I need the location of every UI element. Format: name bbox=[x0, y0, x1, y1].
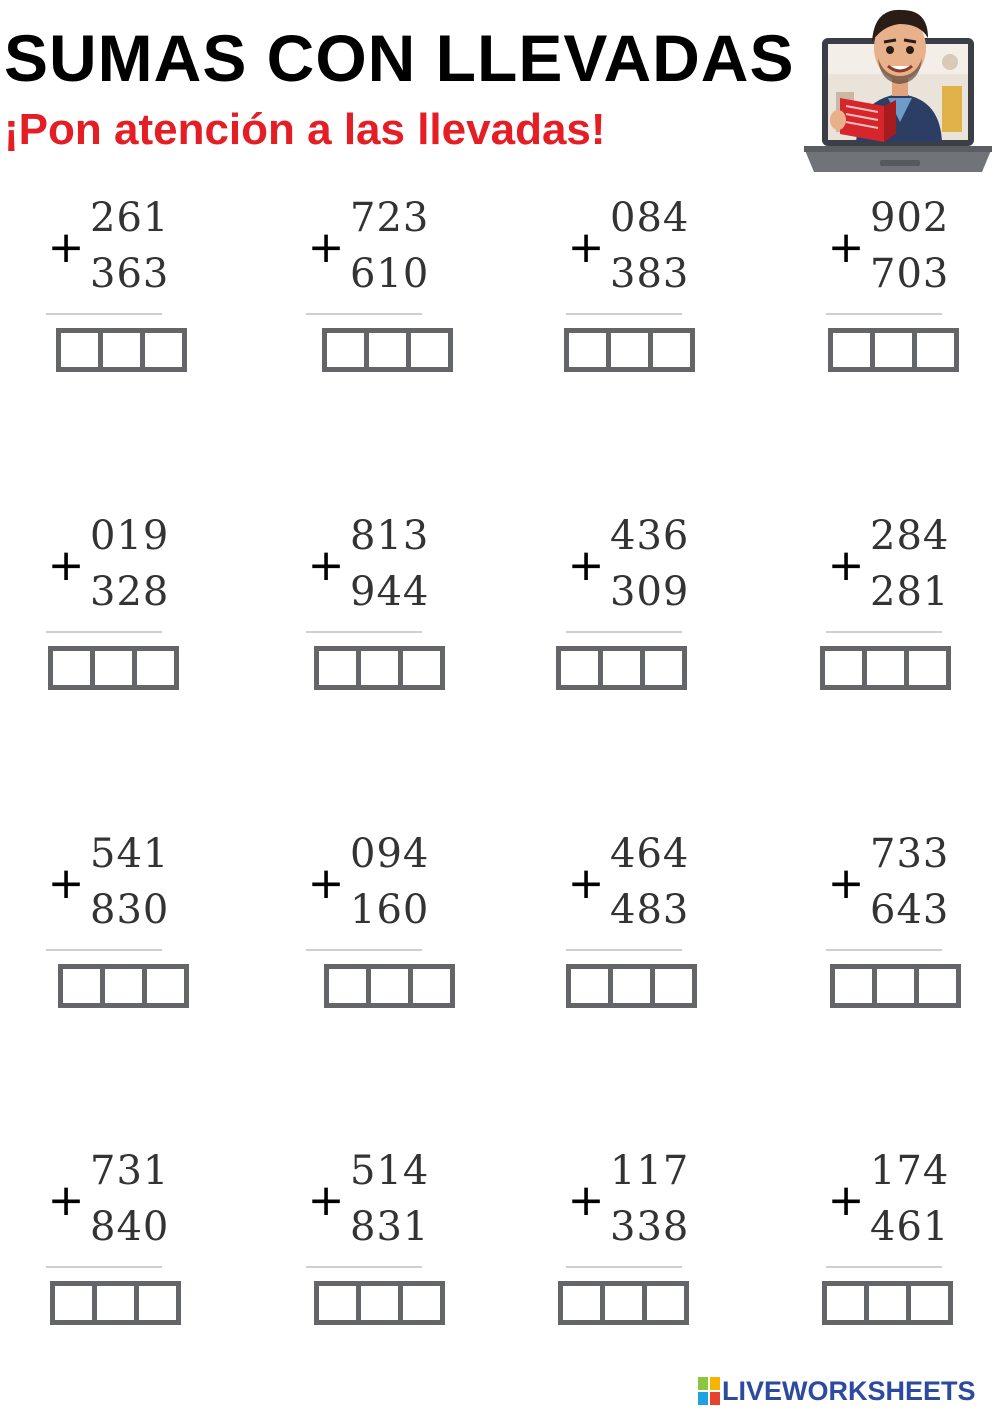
sum-rule bbox=[306, 949, 422, 951]
addend-bottom: 830 bbox=[90, 887, 170, 933]
plus-sign: + bbox=[47, 540, 85, 591]
addend-top: 514 bbox=[350, 1148, 430, 1194]
answer-digit-box[interactable] bbox=[145, 333, 182, 367]
answer-digit-box[interactable] bbox=[603, 651, 645, 685]
answer-boxes bbox=[314, 646, 445, 690]
sum-rule bbox=[46, 949, 162, 951]
answer-digit-box[interactable] bbox=[571, 969, 613, 1003]
answer-digit-box[interactable] bbox=[909, 651, 946, 685]
answer-digit-box[interactable] bbox=[147, 969, 184, 1003]
plus-sign: + bbox=[567, 222, 605, 273]
brand-wordmark: LIVEWORKSHEETS bbox=[722, 1376, 976, 1406]
addition-problem bbox=[566, 831, 746, 1016]
plus-sign: + bbox=[827, 222, 865, 273]
addend-top: 084 bbox=[610, 195, 690, 241]
sum-rule bbox=[566, 1266, 682, 1268]
answer-digit-box[interactable] bbox=[55, 1286, 97, 1320]
addition-problem bbox=[46, 195, 226, 380]
answer-digit-box[interactable] bbox=[561, 651, 603, 685]
addition-problem bbox=[46, 1148, 226, 1333]
answer-boxes bbox=[822, 1281, 953, 1325]
answer-digit-box[interactable] bbox=[833, 333, 875, 367]
answer-digit-box[interactable] bbox=[139, 1286, 176, 1320]
addend-bottom: 703 bbox=[870, 251, 950, 297]
addition-problem bbox=[566, 513, 746, 698]
addend-top: 464 bbox=[610, 831, 690, 877]
addend-top: 261 bbox=[90, 195, 170, 241]
plus-sign: + bbox=[307, 540, 345, 591]
sum-rule bbox=[46, 313, 162, 315]
answer-digit-box[interactable] bbox=[369, 333, 411, 367]
answer-digit-box[interactable] bbox=[371, 969, 413, 1003]
addition-problem bbox=[46, 513, 226, 698]
answer-boxes bbox=[566, 964, 697, 1008]
answer-digit-box[interactable] bbox=[613, 969, 655, 1003]
answer-digit-box[interactable] bbox=[569, 333, 611, 367]
addition-problem bbox=[46, 831, 226, 1016]
answer-digit-box[interactable] bbox=[655, 969, 692, 1003]
answer-digit-box[interactable] bbox=[403, 651, 440, 685]
sum-rule bbox=[46, 1266, 162, 1268]
addend-top: 174 bbox=[870, 1148, 950, 1194]
answer-boxes bbox=[322, 328, 453, 372]
addend-bottom: 383 bbox=[610, 251, 690, 297]
answer-boxes bbox=[48, 646, 179, 690]
addition-problem bbox=[306, 1148, 486, 1333]
addition-problem bbox=[826, 195, 1000, 380]
plus-sign: + bbox=[47, 1175, 85, 1226]
plus-sign: + bbox=[567, 1175, 605, 1226]
answer-boxes bbox=[820, 646, 951, 690]
answer-digit-box[interactable] bbox=[319, 651, 361, 685]
sum-rule bbox=[826, 313, 942, 315]
answer-digit-box[interactable] bbox=[867, 651, 909, 685]
addend-top: 436 bbox=[610, 513, 690, 559]
answer-digit-box[interactable] bbox=[825, 651, 867, 685]
answer-boxes bbox=[830, 964, 961, 1008]
answer-digit-box[interactable] bbox=[835, 969, 877, 1003]
addend-bottom: 831 bbox=[350, 1204, 430, 1250]
addend-top: 117 bbox=[610, 1148, 690, 1194]
answer-digit-box[interactable] bbox=[605, 1286, 647, 1320]
answer-boxes bbox=[324, 964, 455, 1008]
addend-bottom: 643 bbox=[870, 887, 950, 933]
answer-boxes bbox=[58, 964, 189, 1008]
addition-problem bbox=[566, 1148, 746, 1333]
answer-digit-box[interactable] bbox=[403, 1286, 440, 1320]
addend-top: 541 bbox=[90, 831, 170, 877]
answer-digit-box[interactable] bbox=[911, 1286, 948, 1320]
addend-top: 723 bbox=[350, 195, 430, 241]
plus-sign: + bbox=[567, 540, 605, 591]
answer-digit-box[interactable] bbox=[875, 333, 917, 367]
plus-sign: + bbox=[307, 858, 345, 909]
plus-sign: + bbox=[47, 858, 85, 909]
answer-digit-box[interactable] bbox=[53, 651, 95, 685]
addition-problem bbox=[826, 831, 1000, 1016]
answer-digit-box[interactable] bbox=[919, 969, 956, 1003]
answer-boxes bbox=[556, 646, 687, 690]
addend-top: 733 bbox=[870, 831, 950, 877]
sum-rule bbox=[46, 631, 162, 633]
answer-digit-box[interactable] bbox=[361, 651, 403, 685]
brand-footer bbox=[698, 1375, 976, 1407]
sum-rule bbox=[826, 1266, 942, 1268]
answer-digit-box[interactable] bbox=[611, 333, 653, 367]
addend-bottom: 944 bbox=[350, 569, 430, 615]
answer-digit-box[interactable] bbox=[137, 651, 174, 685]
answer-digit-box[interactable] bbox=[361, 1286, 403, 1320]
answer-digit-box[interactable] bbox=[413, 969, 450, 1003]
answer-boxes bbox=[828, 328, 959, 372]
answer-boxes bbox=[314, 1281, 445, 1325]
answer-digit-box[interactable] bbox=[319, 1286, 361, 1320]
addend-bottom: 281 bbox=[870, 569, 950, 615]
addend-bottom: 840 bbox=[90, 1204, 170, 1250]
answer-digit-box[interactable] bbox=[327, 333, 369, 367]
addend-bottom: 363 bbox=[90, 251, 170, 297]
addend-bottom: 483 bbox=[610, 887, 690, 933]
answer-digit-box[interactable] bbox=[95, 651, 137, 685]
addition-problem bbox=[826, 513, 1000, 698]
answer-boxes bbox=[564, 328, 695, 372]
answer-digit-box[interactable] bbox=[105, 969, 147, 1003]
answer-digit-box[interactable] bbox=[877, 969, 919, 1003]
addend-bottom: 160 bbox=[350, 887, 430, 933]
sum-rule bbox=[826, 949, 942, 951]
addend-bottom: 338 bbox=[610, 1204, 690, 1250]
plus-sign: + bbox=[567, 858, 605, 909]
plus-sign: + bbox=[47, 222, 85, 273]
plus-sign: + bbox=[307, 1175, 345, 1226]
addend-bottom: 309 bbox=[610, 569, 690, 615]
plus-sign: + bbox=[827, 858, 865, 909]
answer-digit-box[interactable] bbox=[645, 651, 682, 685]
addend-top: 902 bbox=[870, 195, 950, 241]
answer-boxes bbox=[56, 328, 187, 372]
answer-digit-box[interactable] bbox=[647, 1286, 684, 1320]
answer-digit-box[interactable] bbox=[97, 1286, 139, 1320]
answer-digit-box[interactable] bbox=[61, 333, 103, 367]
page-title: SUMAS CON LLEVADAS bbox=[4, 21, 795, 95]
answer-digit-box[interactable] bbox=[63, 969, 105, 1003]
sum-rule bbox=[566, 631, 682, 633]
answer-digit-box[interactable] bbox=[103, 333, 145, 367]
addend-top: 731 bbox=[90, 1148, 170, 1194]
addend-top: 813 bbox=[350, 513, 430, 559]
addend-bottom: 328 bbox=[90, 569, 170, 615]
answer-boxes bbox=[50, 1281, 181, 1325]
sum-rule bbox=[826, 631, 942, 633]
addition-problem bbox=[566, 195, 746, 380]
page-subtitle: ¡Pon atención a las llevadas! bbox=[4, 105, 606, 154]
addition-problem bbox=[306, 195, 486, 380]
liveworksheets-logo-icon bbox=[698, 1377, 720, 1405]
answer-digit-box[interactable] bbox=[329, 969, 371, 1003]
addend-top: 094 bbox=[350, 831, 430, 877]
plus-sign: + bbox=[827, 540, 865, 591]
sum-rule bbox=[566, 949, 682, 951]
answer-digit-box[interactable] bbox=[653, 333, 690, 367]
sum-rule bbox=[306, 313, 422, 315]
addend-top: 284 bbox=[870, 513, 950, 559]
plus-sign: + bbox=[307, 222, 345, 273]
sum-rule bbox=[306, 631, 422, 633]
answer-digit-box[interactable] bbox=[411, 333, 448, 367]
answer-digit-box[interactable] bbox=[563, 1286, 605, 1320]
plus-sign: + bbox=[827, 1175, 865, 1226]
sum-rule bbox=[566, 313, 682, 315]
addition-problem bbox=[306, 831, 486, 1016]
answer-boxes bbox=[558, 1281, 689, 1325]
addition-problem bbox=[826, 1148, 1000, 1333]
answer-digit-box[interactable] bbox=[827, 1286, 869, 1320]
answer-digit-box[interactable] bbox=[869, 1286, 911, 1320]
answer-digit-box[interactable] bbox=[917, 333, 954, 367]
addend-bottom: 461 bbox=[870, 1204, 950, 1250]
addend-top: 019 bbox=[90, 513, 170, 559]
addend-bottom: 610 bbox=[350, 251, 430, 297]
addition-problem bbox=[306, 513, 486, 698]
sum-rule bbox=[306, 1266, 422, 1268]
